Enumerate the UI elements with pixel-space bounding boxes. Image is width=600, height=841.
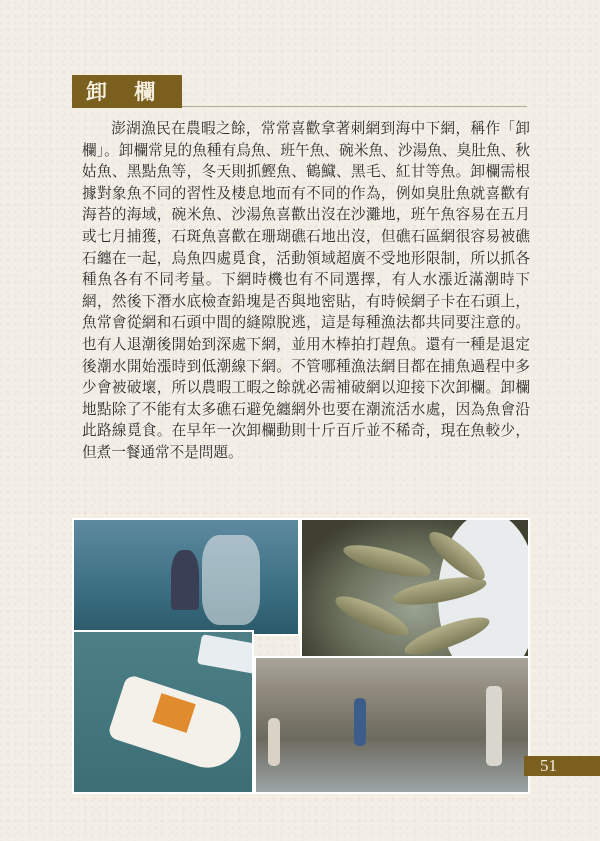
photo-fisherman-net	[72, 518, 300, 636]
person-figure	[354, 698, 366, 746]
person-figure	[268, 718, 280, 766]
side-watermark	[556, 612, 586, 742]
page-number-bar	[524, 756, 600, 776]
photo-collage	[72, 518, 530, 794]
fisherman-figure	[171, 550, 199, 610]
title-divider	[182, 106, 527, 107]
fishing-net	[202, 535, 260, 625]
body-paragraph: 澎湖漁民在農暇之餘，常常喜歡拿著刺網到海中下網，稱作「卸欄」。卸欄常見的魚種有烏魚、班午魚、碗米魚、沙湯魚、臭肚魚、秋姑魚、黑點魚等，冬天則抓鰹魚、鶴鱵、黑毛、紅甘等魚。卸欄需根據對象魚不同的習性及棲息地而有不同的作為，例如臭肚魚就喜歡有海苔的海域，碗米魚、沙湯魚喜歡出沒在沙灘地，班午魚容易在五月或七月捕獲，石斑魚喜歡在珊瑚礁石地出沒，但礁石區網很容易被礁石纏在一起，烏魚四處覓食，活動領域超廣不受地形限制，所以抓各種魚各有不同考量。下網時機也有不同選擇，有人水漲近滿潮時下網，然後下潛水底檢查鉛塊是否與地密貼，有時候網子卡在石頭上，魚常會從網和石頭中間的縫隙脫逃，這是每種漁法都共同要注意的。也有人退潮後開始到深處下網，並用木棒拍打趕魚。還有一種是退定後潮水開始漲時到低潮線下網。不管哪種漁法網目都在捕魚過程中多少會被破壞，所以農暇工暇之餘就必需補破網以迎接下次卸欄。卸欄地點除了不能有太多礁石避免纏網外也要在潮流活水處，因為魚會沿此路線覓食。在早年一次卸欄動則十斤百斤並不稀奇，現在魚較少，但煮一餐通常不是問題。	[82, 120, 530, 461]
photo-boats	[72, 630, 254, 794]
photo-fish-bucket	[300, 518, 530, 668]
page-number: 51	[540, 756, 557, 775]
section-title: 卸 欄	[72, 75, 182, 108]
boat	[197, 634, 254, 676]
photo-tidal-flat	[254, 656, 530, 794]
person-figure	[486, 686, 502, 766]
fish	[341, 539, 434, 584]
